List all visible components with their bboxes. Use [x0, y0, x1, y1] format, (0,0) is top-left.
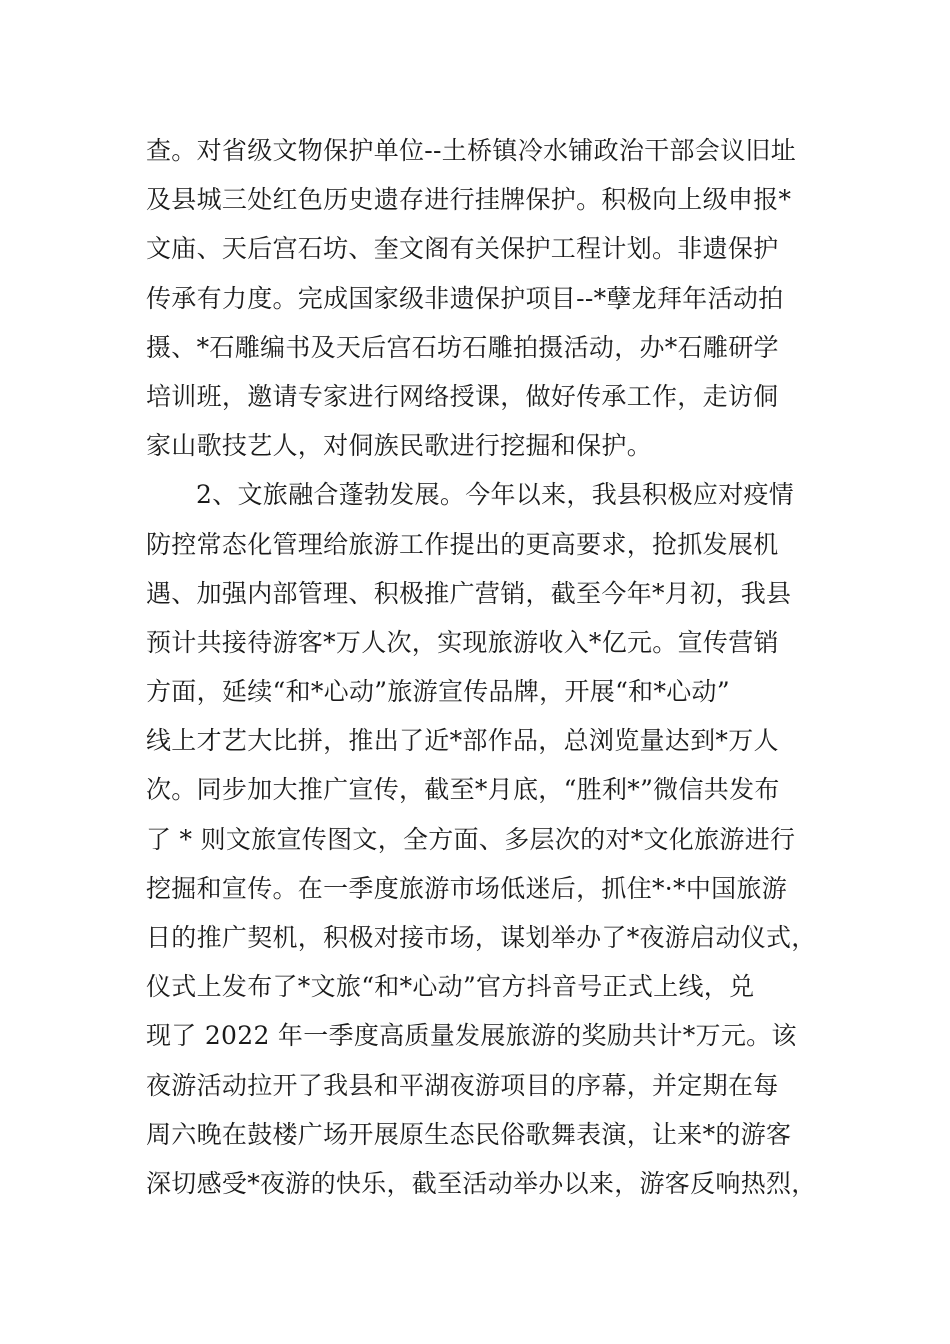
- text-line: 摄、*石雕编书及天后宫石坊石雕拍摄活动，办*石雕研学: [146, 332, 779, 362]
- text-line: 家山歌技艺人，对侗族民歌进行挖掘和保护。: [146, 431, 653, 461]
- text-line: 线上才艺大比拼，推出了近*部作品，总浏览量达到*万人: [146, 726, 779, 756]
- text-line: 挖掘和宣传。在一季度旅游市场低迷后，抓住*·*中国旅游: [146, 873, 788, 903]
- text-line: 夜游活动拉开了我县和平湖夜游项目的序幕，并定期在每: [146, 1070, 779, 1100]
- text-line: 培训班，邀请专家进行网络授课，做好传承工作，走访侗: [146, 381, 779, 411]
- text-line: 遇、加强内部管理、积极推广营销，截至今年*月初，我县: [146, 578, 792, 608]
- text-line: 周六晚在鼓楼广场开展原生态民俗歌舞表演，让来*的游客: [146, 1119, 792, 1149]
- text-line: 了 * 则文旅宣传图文，全方面、多层次的对*文化旅游进行: [146, 824, 796, 854]
- text-line: 防控常态化管理给旅游工作提出的更高要求，抢抓发展机: [146, 529, 779, 559]
- text-line: 日的推广契机，积极对接市场，谋划举办了*夜游启动仪式，: [146, 923, 817, 952]
- paragraph-start-line: 2、文旅融合蓬勃发展。今年以来，我县积极应对疫情: [196, 480, 795, 510]
- document-body: [146, 126, 846, 1208]
- text-line: 次。同步加大推广宣传，截至*月底，“胜利*”微信共发布: [146, 775, 780, 805]
- text-line: 方面，延续“和*心动”旅游宣传品牌，开展“和*心动”: [146, 677, 730, 707]
- text-line: 传承有力度。完成国家级非遗保护项目--*孽龙拜年活动拍: [146, 283, 784, 313]
- text-line: 仪式上发布了*文旅“和*心动”官方抖音号正式上线，兑: [146, 972, 755, 1002]
- text-line: 及县城三处红色历史遗存进行挂牌保护。积极向上级申报*: [146, 185, 792, 215]
- text-line: 深切感受*夜游的快乐，截至活动举办以来，游客反响热烈，: [146, 1168, 817, 1198]
- text-line: 预计共接待游客*万人次，实现旅游收入*亿元。宣传营销: [146, 627, 779, 657]
- text-line: 文庙、天后宫石坊、奎文阁有关保护工程计划。非遗保护: [146, 234, 779, 264]
- text-line: 查。对省级文物保护单位--土桥镇冷水铺政治干部会议旧址: [146, 136, 796, 165]
- text-line: 现了 2022 年一季度高质量发展旅游的奖励共计*万元。该: [146, 1021, 797, 1051]
